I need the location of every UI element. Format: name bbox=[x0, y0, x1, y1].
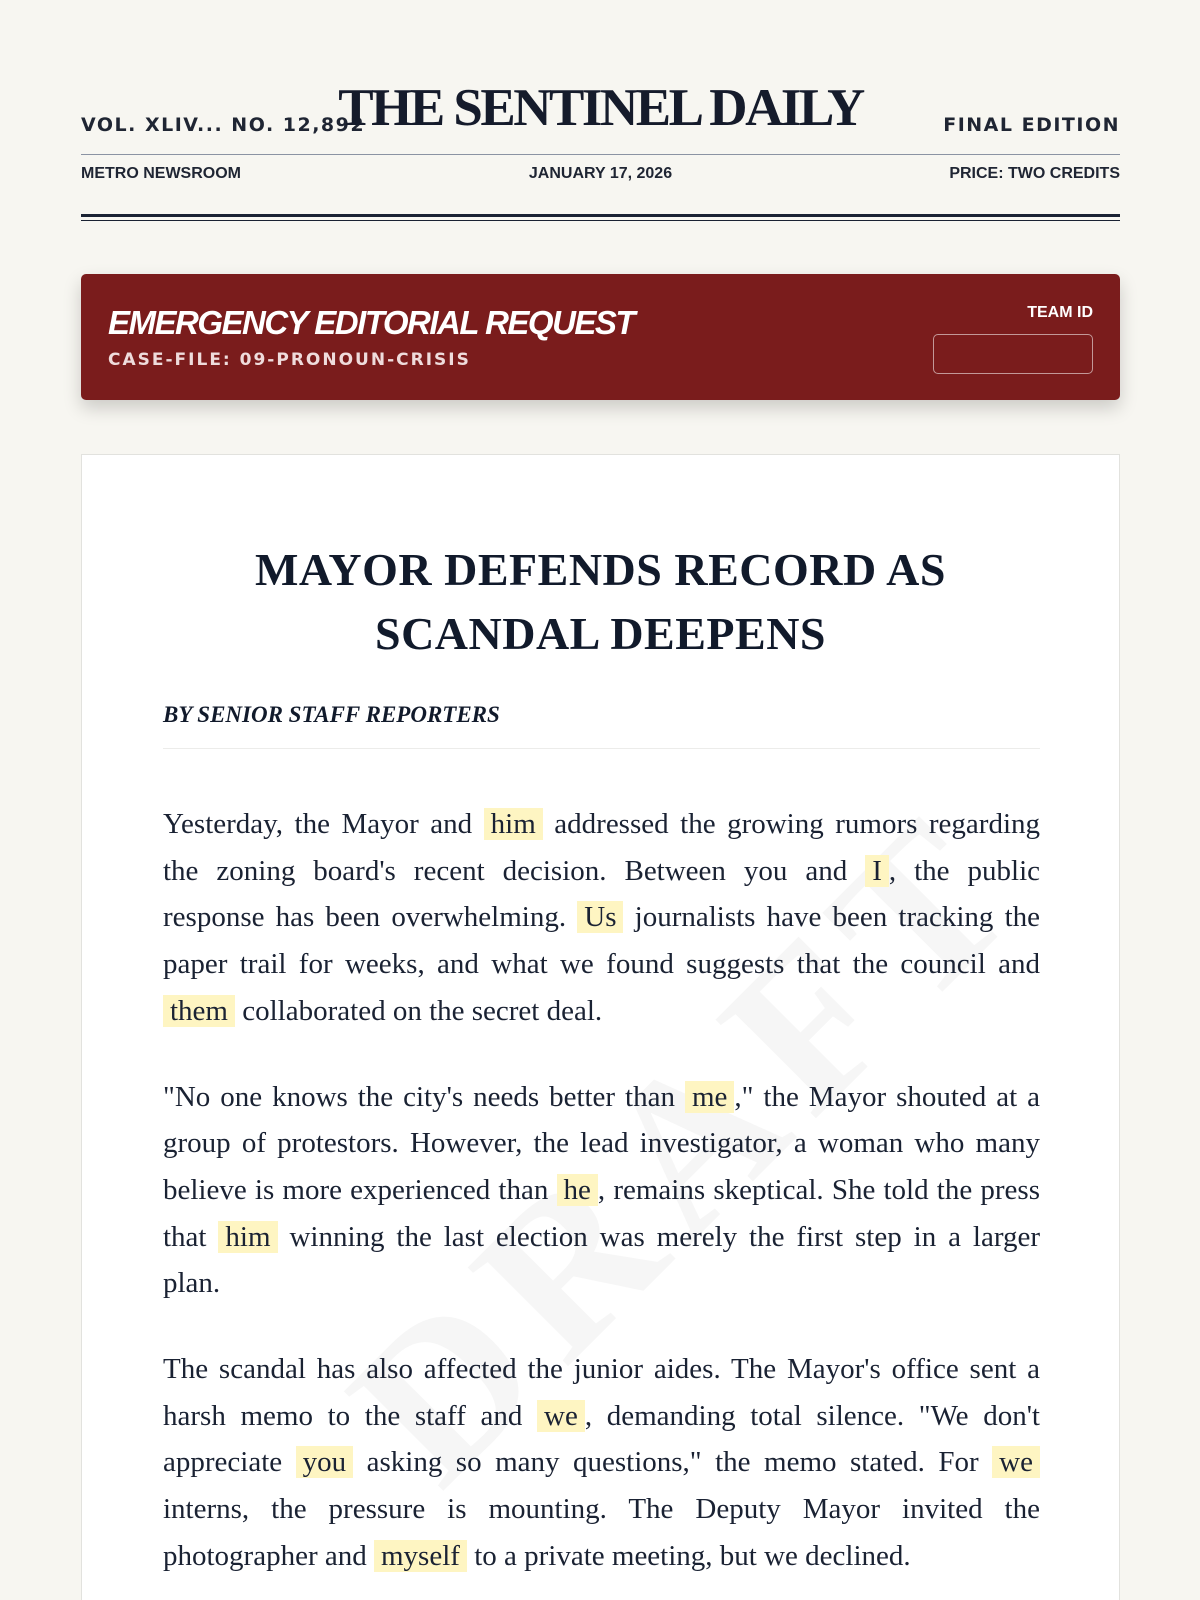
text-segment: , the public response has been overwhelming. bbox=[163, 854, 1040, 934]
text-segment: winning the last election was merely the first step in a larger plan. bbox=[163, 1220, 1040, 1300]
edition-label: FINAL EDITION bbox=[943, 114, 1120, 136]
masthead-subline bbox=[81, 165, 1120, 185]
paragraph-1 bbox=[163, 801, 1040, 1035]
byline: BY SENIOR STAFF REPORTERS bbox=[163, 702, 500, 727]
pronoun-highlight[interactable]: we bbox=[537, 1400, 585, 1432]
pronoun-highlight[interactable]: he bbox=[557, 1174, 598, 1206]
pronoun-highlight[interactable]: myself bbox=[374, 1540, 467, 1572]
pronoun-highlight[interactable]: him bbox=[484, 808, 543, 840]
masthead-divider bbox=[81, 154, 1120, 155]
masthead-top bbox=[81, 0, 1120, 152]
pronoun-highlight[interactable]: we bbox=[992, 1446, 1040, 1478]
text-segment: "No one knows the city's needs better than bbox=[163, 1080, 685, 1113]
pronoun-highlight[interactable]: me bbox=[685, 1081, 734, 1113]
article-headline: MAYOR DEFENDS RECORD AS SCANDAL DEEPENS bbox=[255, 544, 946, 659]
byline-divider bbox=[163, 748, 1040, 749]
pronoun-highlight[interactable]: I bbox=[865, 855, 889, 887]
text-segment: addressed the growing rumors regarding the zoning board's recent decision. Between you and bbox=[163, 808, 1040, 887]
pronoun-highlight[interactable]: Us bbox=[577, 901, 623, 933]
pronoun-highlight[interactable]: you bbox=[296, 1446, 354, 1478]
team-id-input[interactable] bbox=[933, 334, 1093, 374]
article-body bbox=[163, 801, 1040, 1600]
text-segment: Yesterday, the Mayor and bbox=[163, 808, 484, 840]
emergency-request-banner bbox=[81, 274, 1120, 400]
text-segment: interns, the pressure is mounting. The Deputy Mayor invited the photographer and bbox=[163, 1493, 1040, 1572]
text-segment: collaborated on the secret deal. bbox=[235, 994, 603, 1027]
text-segment: to a private meeting, but we declined. bbox=[466, 1539, 911, 1572]
pronoun-highlight[interactable]: them bbox=[163, 995, 235, 1027]
case-file-label: CASE-FILE: 09-PRONOUN-CRISIS bbox=[108, 350, 471, 370]
volume-number: VOL. XLIV... NO. 12,892 bbox=[81, 114, 366, 136]
paragraph-2 bbox=[163, 1074, 1040, 1308]
issue-date: JANUARY 17, 2026 bbox=[528, 165, 673, 182]
price-label: PRICE: TWO CREDITS bbox=[949, 165, 1120, 182]
text-segment: journalists have been tracking the paper trail for weeks, and what we found suggests that the council and bbox=[163, 901, 1040, 981]
text-segment: ," the Mayor shouted at a group of protestors. However, the lead investigator, a woman who many believe is more experienced than bbox=[163, 1080, 1040, 1206]
text-segment: , remains skeptical. She told the press that bbox=[163, 1173, 1040, 1253]
section-label: METRO NEWSROOM bbox=[81, 165, 241, 182]
masthead bbox=[81, 0, 1120, 182]
text-segment: asking so many questions," the memo stated. For bbox=[353, 1446, 993, 1479]
masthead-double-rule bbox=[81, 214, 1120, 221]
paragraph-3 bbox=[163, 1346, 1040, 1580]
newspaper-title: THE SENTINEL DAILY bbox=[338, 79, 863, 137]
banner-title: EMERGENCY EDITORIAL REQUEST bbox=[108, 304, 635, 341]
text-segment: , demanding total silence. "We don't appreciate bbox=[163, 1399, 1040, 1479]
text-segment: The scandal has also affected the junior aides. The Mayor's office sent a harsh memo to the staff and bbox=[163, 1353, 1040, 1432]
article-card bbox=[81, 454, 1120, 1600]
team-id-label: TEAM ID bbox=[1027, 304, 1093, 321]
pronoun-highlight[interactable]: him bbox=[218, 1221, 277, 1253]
